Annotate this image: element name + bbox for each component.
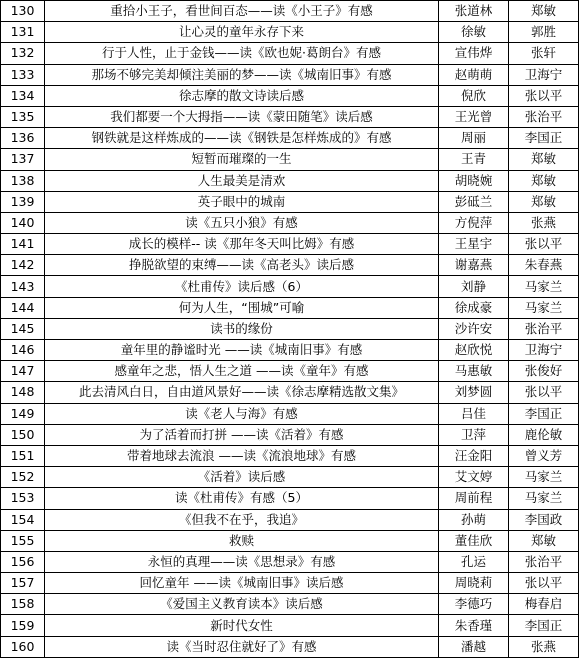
author-cell: 吕佳 bbox=[439, 403, 509, 424]
teacher-cell: 梅春启 bbox=[509, 594, 579, 615]
author-cell: 周前程 bbox=[439, 488, 509, 509]
author-cell: 潘越 bbox=[439, 636, 509, 657]
teacher-cell: 李国正 bbox=[509, 403, 579, 424]
author-cell: 倪欣 bbox=[439, 85, 509, 106]
teacher-cell: 卫海宁 bbox=[509, 340, 579, 361]
row-number-cell: 147 bbox=[1, 361, 45, 382]
row-number-cell: 135 bbox=[1, 106, 45, 127]
author-cell: 徐敏 bbox=[439, 22, 509, 43]
table-row bbox=[1, 424, 579, 445]
row-number-cell: 138 bbox=[1, 170, 45, 191]
essay-title-cell: 行于人性，止于金钱——读《欧也妮·葛朗台》有感 bbox=[45, 43, 439, 64]
teacher-cell: 郑敏 bbox=[509, 530, 579, 551]
table-row bbox=[1, 1, 579, 22]
table-row bbox=[1, 488, 579, 509]
essay-title-cell: 《活着》读后感 bbox=[45, 467, 439, 488]
author-cell: 刘梦圆 bbox=[439, 382, 509, 403]
author-cell: 徐成豪 bbox=[439, 297, 509, 318]
row-number-cell: 160 bbox=[1, 636, 45, 657]
essay-title-cell: 徐志摩的散文诗读后感 bbox=[45, 85, 439, 106]
row-number-cell: 142 bbox=[1, 255, 45, 276]
essay-title-cell: 为了活着而打拼 ——读《活着》有感 bbox=[45, 424, 439, 445]
teacher-cell: 郑敏 bbox=[509, 149, 579, 170]
row-number-cell: 148 bbox=[1, 382, 45, 403]
row-number-cell: 139 bbox=[1, 191, 45, 212]
author-cell: 孙萌 bbox=[439, 509, 509, 530]
table-row bbox=[1, 212, 579, 233]
table-row bbox=[1, 361, 579, 382]
row-number-cell: 140 bbox=[1, 212, 45, 233]
teacher-cell: 马家兰 bbox=[509, 276, 579, 297]
teacher-cell: 朱春燕 bbox=[509, 255, 579, 276]
row-number-cell: 145 bbox=[1, 318, 45, 339]
table-row bbox=[1, 191, 579, 212]
row-number-cell: 149 bbox=[1, 403, 45, 424]
teacher-cell: 张俊好 bbox=[509, 361, 579, 382]
teacher-cell: 郑敏 bbox=[509, 191, 579, 212]
essay-title-cell: 童年里的静谧时光 ——读《城南旧事》有感 bbox=[45, 340, 439, 361]
row-number-cell: 158 bbox=[1, 594, 45, 615]
author-cell: 刘静 bbox=[439, 276, 509, 297]
table-row bbox=[1, 297, 579, 318]
row-number-cell: 144 bbox=[1, 297, 45, 318]
table-row bbox=[1, 340, 579, 361]
teacher-cell: 郑敏 bbox=[509, 170, 579, 191]
teacher-cell: 李国正 bbox=[509, 128, 579, 149]
author-cell: 孔运 bbox=[439, 551, 509, 572]
author-cell: 董佳欣 bbox=[439, 530, 509, 551]
author-cell: 李德巧 bbox=[439, 594, 509, 615]
table-row bbox=[1, 403, 579, 424]
author-cell: 汪金阳 bbox=[439, 445, 509, 466]
teacher-cell: 张以平 bbox=[509, 573, 579, 594]
essay-title-cell: 短暂而璀璨的一生 bbox=[45, 149, 439, 170]
table-row bbox=[1, 255, 579, 276]
row-number-cell: 154 bbox=[1, 509, 45, 530]
essay-title-cell: 《但我不在乎，我追》 bbox=[45, 509, 439, 530]
row-number-cell: 131 bbox=[1, 22, 45, 43]
essay-title-cell: 此去清风白日，自由道风景好——读《徐志摩精选散文集》 bbox=[45, 382, 439, 403]
author-cell: 赵萌萌 bbox=[439, 64, 509, 85]
row-number-cell: 156 bbox=[1, 551, 45, 572]
table-row bbox=[1, 106, 579, 127]
table-row bbox=[1, 551, 579, 572]
teacher-cell: 马家兰 bbox=[509, 467, 579, 488]
table-row bbox=[1, 276, 579, 297]
table-row bbox=[1, 530, 579, 551]
teacher-cell: 张轩 bbox=[509, 43, 579, 64]
teacher-cell: 鹿伦敏 bbox=[509, 424, 579, 445]
author-cell: 谢嘉燕 bbox=[439, 255, 509, 276]
essay-title-cell: 回忆童年 ——读《城南旧事》读后感 bbox=[45, 573, 439, 594]
teacher-cell: 马家兰 bbox=[509, 488, 579, 509]
essay-title-cell: 何为人生，“围城”可喻 bbox=[45, 297, 439, 318]
teacher-cell: 卫海宁 bbox=[509, 64, 579, 85]
table-row bbox=[1, 509, 579, 530]
teacher-cell: 张治平 bbox=[509, 551, 579, 572]
essay-title-cell: 读书的缘份 bbox=[45, 318, 439, 339]
table-row bbox=[1, 170, 579, 191]
essay-title-cell: 《杜甫传》读后感（6） bbox=[45, 276, 439, 297]
essay-title-cell: 人生最美是清欢 bbox=[45, 170, 439, 191]
author-cell: 王青 bbox=[439, 149, 509, 170]
teacher-cell: 张以平 bbox=[509, 382, 579, 403]
row-number-cell: 159 bbox=[1, 615, 45, 636]
essay-title-cell: 救赎 bbox=[45, 530, 439, 551]
row-number-cell: 133 bbox=[1, 64, 45, 85]
table-row bbox=[1, 43, 579, 64]
table-row bbox=[1, 318, 579, 339]
essay-title-cell: 我们都要一个大拇指——读《蒙田随笔》读后感 bbox=[45, 106, 439, 127]
table-row bbox=[1, 636, 579, 657]
row-number-cell: 134 bbox=[1, 85, 45, 106]
teacher-cell: 张燕 bbox=[509, 212, 579, 233]
table-row bbox=[1, 445, 579, 466]
table-row bbox=[1, 573, 579, 594]
teacher-cell: 郑敏 bbox=[509, 1, 579, 22]
essay-title-cell: 读《老人与海》有感 bbox=[45, 403, 439, 424]
author-cell: 卫萍 bbox=[439, 424, 509, 445]
author-cell: 朱香瑾 bbox=[439, 615, 509, 636]
teacher-cell: 郭胜 bbox=[509, 22, 579, 43]
row-number-cell: 150 bbox=[1, 424, 45, 445]
table-row bbox=[1, 64, 579, 85]
teacher-cell: 马家兰 bbox=[509, 297, 579, 318]
essay-title-cell: 带着地球去流浪 ——读《流浪地球》有感 bbox=[45, 445, 439, 466]
essay-title-cell: 感童年之悲，悟人生之道 ——读《童年》有感 bbox=[45, 361, 439, 382]
teacher-cell: 张以平 bbox=[509, 234, 579, 255]
table-row bbox=[1, 615, 579, 636]
author-cell: 胡晓婉 bbox=[439, 170, 509, 191]
author-cell: 王光曾 bbox=[439, 106, 509, 127]
author-cell: 赵欣悦 bbox=[439, 340, 509, 361]
row-number-cell: 136 bbox=[1, 128, 45, 149]
author-cell: 方倪萍 bbox=[439, 212, 509, 233]
author-cell: 张道林 bbox=[439, 1, 509, 22]
teacher-cell: 张治平 bbox=[509, 106, 579, 127]
teacher-cell: 张治平 bbox=[509, 318, 579, 339]
author-cell: 王星宇 bbox=[439, 234, 509, 255]
row-number-cell: 130 bbox=[1, 1, 45, 22]
row-number-cell: 153 bbox=[1, 488, 45, 509]
essay-title-cell: 挣脱欲望的束缚——读《高老头》读后感 bbox=[45, 255, 439, 276]
teacher-cell: 曾义芳 bbox=[509, 445, 579, 466]
table-row bbox=[1, 594, 579, 615]
author-cell: 马惠敏 bbox=[439, 361, 509, 382]
row-number-cell: 151 bbox=[1, 445, 45, 466]
table-row bbox=[1, 85, 579, 106]
row-number-cell: 155 bbox=[1, 530, 45, 551]
table-row bbox=[1, 467, 579, 488]
essay-title-cell: 读《当时忍住就好了》有感 bbox=[45, 636, 439, 657]
essay-title-cell: 《爱国主义教育读本》读后感 bbox=[45, 594, 439, 615]
author-cell: 周晓莉 bbox=[439, 573, 509, 594]
essay-title-cell: 新时代女性 bbox=[45, 615, 439, 636]
table-row bbox=[1, 149, 579, 170]
row-number-cell: 143 bbox=[1, 276, 45, 297]
row-number-cell: 141 bbox=[1, 234, 45, 255]
author-cell: 周丽 bbox=[439, 128, 509, 149]
teacher-cell: 张燕 bbox=[509, 636, 579, 657]
author-cell: 宣伟烨 bbox=[439, 43, 509, 64]
essay-title-cell: 读《五只小狼》有感 bbox=[45, 212, 439, 233]
table-body bbox=[1, 1, 579, 658]
teacher-cell: 张以平 bbox=[509, 85, 579, 106]
row-number-cell: 132 bbox=[1, 43, 45, 64]
essay-title-cell: 重拾小王子，看世间百态——读《小王子》有感 bbox=[45, 1, 439, 22]
author-cell: 沙许安 bbox=[439, 318, 509, 339]
essay-title-cell: 成长的模样-- 读《那年冬天叫比姆》有感 bbox=[45, 234, 439, 255]
author-cell: 艾文婷 bbox=[439, 467, 509, 488]
essay-title-cell: 英子眼中的城南 bbox=[45, 191, 439, 212]
essay-title-cell: 读《杜甫传》有感（5） bbox=[45, 488, 439, 509]
row-number-cell: 157 bbox=[1, 573, 45, 594]
table-row bbox=[1, 234, 579, 255]
essay-title-cell: 钢铁就是这样炼成的——读《钢铁是怎样炼成的》有感 bbox=[45, 128, 439, 149]
teacher-cell: 李国正 bbox=[509, 615, 579, 636]
essay-title-cell: 那场不够完美却倾注美丽的梦——读《城南旧事》有感 bbox=[45, 64, 439, 85]
row-number-cell: 146 bbox=[1, 340, 45, 361]
essay-title-cell: 让心灵的童年永存下来 bbox=[45, 22, 439, 43]
author-cell: 彭砥兰 bbox=[439, 191, 509, 212]
table-row bbox=[1, 22, 579, 43]
table-row bbox=[1, 382, 579, 403]
row-number-cell: 152 bbox=[1, 467, 45, 488]
table-row bbox=[1, 128, 579, 149]
row-number-cell: 137 bbox=[1, 149, 45, 170]
teacher-cell: 李国政 bbox=[509, 509, 579, 530]
essay-title-cell: 永恒的真理——读《思想录》有感 bbox=[45, 551, 439, 572]
